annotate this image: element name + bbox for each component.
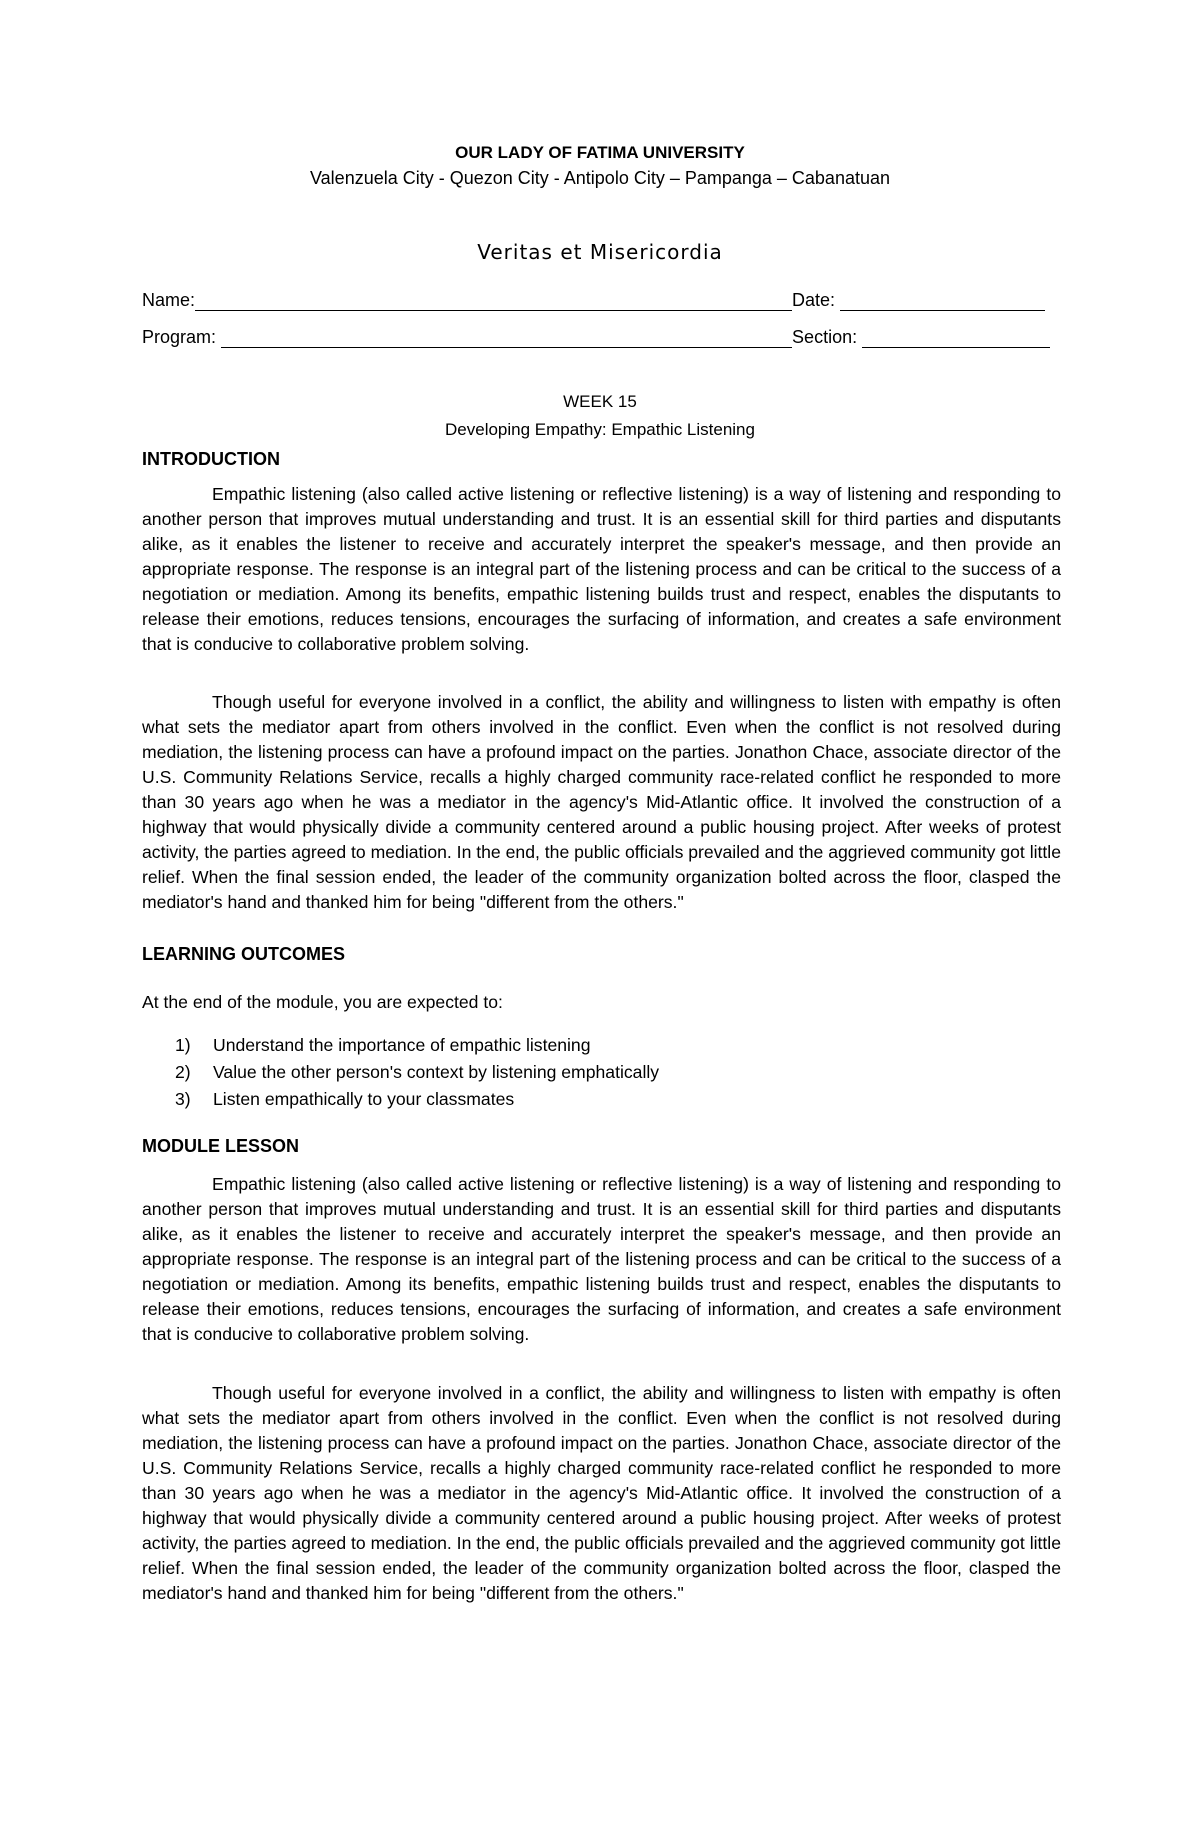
topic-title: Developing Empathy: Empathic Listening (445, 420, 755, 439)
section-label: Section: (792, 327, 858, 347)
name-date-row (142, 290, 1057, 311)
introduction-paragraph-2: Though useful for everyone involved in a conflict, the ability and willingness to listen with empathy is often what sets the mediator apart from others involved in the conflict. Even when the conflict is not resolved during mediation, the listening process can have a profound impact on the parties. Jonathon Chace, associate director of the U.S. Community Relations Service, recalls a highly charged community race-related conflict he responded to more than 30 years ago when he was a mediator in the agency's Mid-Atlantic office. It involved the construction of a highway that would physically divide a community centered around a public housing project. After weeks of protest activity, the parties agreed to mediation. In the end, the public officials prevailed and the aggrieved community got little relief. When the final session ended, the leader of the community organization bolted across the floor, clasped the mediator's hand and thanked him for being "different from the others." (142, 692, 1061, 912)
module-lesson-heading: MODULE LESSON (142, 1136, 300, 1156)
list-item-number: 3) (175, 1089, 191, 1109)
list-item-text: Value the other person's context by listening emphatically (213, 1062, 660, 1082)
name-label: Name: (142, 290, 196, 310)
week-title: WEEK 15 (563, 392, 637, 411)
campus-list: Valenzuela City - Quezon City - Antipolo City – Pampanga – Cabanatuan (310, 168, 890, 188)
module-lesson-paragraph-2: Though useful for everyone involved in a conflict, the ability and willingness to listen with empathy is often what sets the mediator apart from others involved in the conflict. Even when the conflict is not resolved during mediation, the listening process can have a profound impact on the parties. Jonathon Chace, associate director of the U.S. Community Relations Service, recalls a highly charged community race-related conflict he responded to more than 30 years ago when he was a mediator in the agency's Mid-Atlantic office. It involved the construction of a highway that would physically divide a community centered around a public housing project. After weeks of protest activity, the parties agreed to mediation. In the end, the public officials prevailed and the aggrieved community got little relief. When the final session ended, the leader of the community organization bolted across the floor, clasped the mediator's hand and thanked him for being "different from the others." (142, 1383, 1061, 1603)
university-motto: Veritas et Misericordia (477, 240, 723, 264)
list-item-number: 2) (175, 1062, 191, 1082)
introduction-paragraph-1: Empathic listening (also called active listening or reflective listening) is a way of listening and responding to another person that improves mutual understanding and trust. It is an essential skill for third parties and disputants alike, as it enables the listener to receive and accurately interpret the speaker's message, and then provide an appropriate response. The response is an integral part of the listening process and can be critical to the success of a negotiation or mediation. Among its benefits, empathic listening builds trust and respect, enables the disputants to release their emotions, reduces tensions, encourages the surfacing of information, and creates a safe environment that is conducive to collaborative problem solving. (142, 484, 1061, 654)
date-label: Date: (792, 290, 836, 310)
learning-outcomes-list (175, 1035, 659, 1116)
list-item-number: 1) (175, 1035, 191, 1055)
name-field-line[interactable] (195, 292, 792, 311)
section-field-line[interactable] (862, 329, 1050, 348)
introduction-heading: INTRODUCTION (142, 449, 280, 469)
list-item (175, 1089, 659, 1116)
program-field-line[interactable] (221, 329, 792, 348)
list-item-text: Understand the importance of empathic listening (213, 1035, 591, 1055)
university-name: OUR LADY OF FATIMA UNIVERSITY (455, 143, 745, 162)
learning-outcomes-heading: LEARNING OUTCOMES (142, 944, 346, 964)
list-item-text: Listen empathically to your classmates (213, 1089, 515, 1109)
program-section-row (142, 327, 1057, 348)
date-field-line[interactable] (840, 292, 1045, 311)
program-label: Program: (142, 327, 217, 347)
learning-outcomes-intro: At the end of the module, you are expected to: (142, 992, 503, 1012)
module-lesson-paragraph-1: Empathic listening (also called active listening or reflective listening) is a way of listening and responding to another person that improves mutual understanding and trust. It is an essential skill for third parties and disputants alike, as it enables the listener to receive and accurately interpret the speaker's message, and then provide an appropriate response. The response is an integral part of the listening process and can be critical to the success of a negotiation or mediation. Among its benefits, empathic listening builds trust and respect, enables the disputants to release their emotions, reduces tensions, encourages the surfacing of information, and creates a safe environment that is conducive to collaborative problem solving. (142, 1174, 1061, 1344)
list-item (175, 1035, 659, 1062)
list-item (175, 1062, 659, 1089)
